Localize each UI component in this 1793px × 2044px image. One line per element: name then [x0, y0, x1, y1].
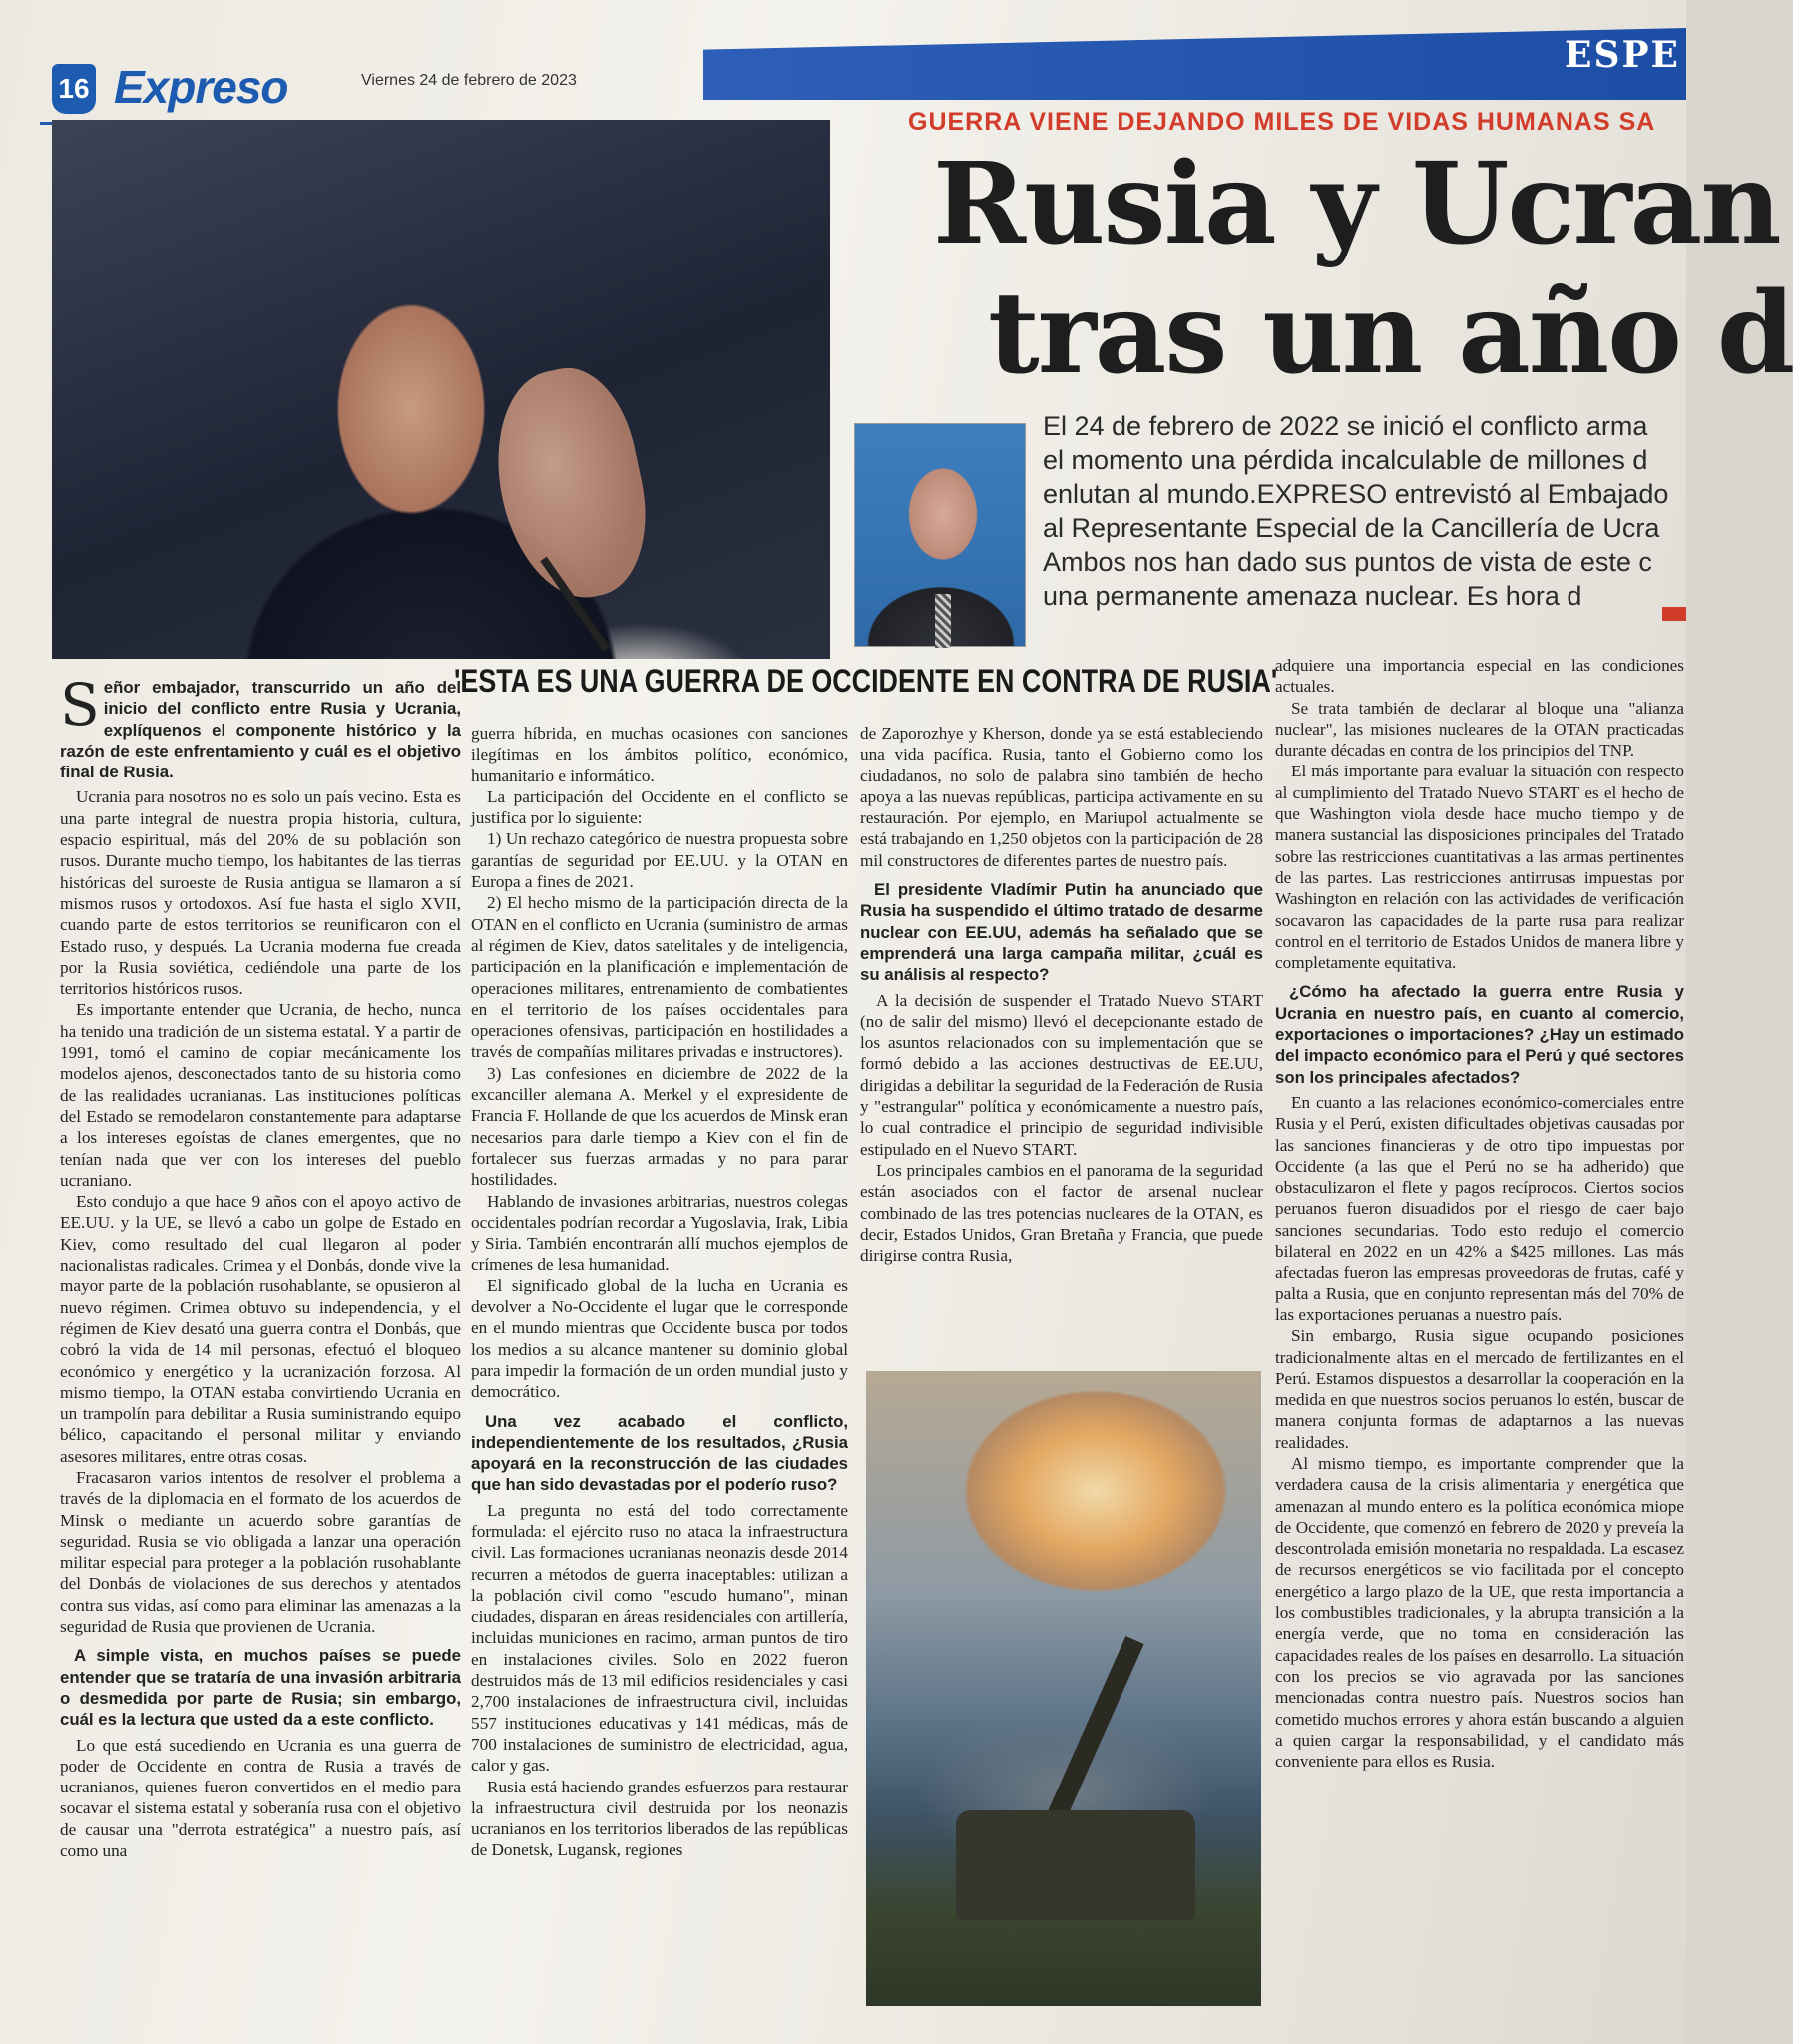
paragraph: Fracasaron varios intentos de resolver el problema a través de la diplomacia en el formato de los acuerdos de Minsk o mediante un acuerdo sobre garantías de seguridad. Rusia se vio obligada a lanzar una operación militar especial para proteger a la población rusohablante del Donbás de violaciones de sus derechos y atentados contra sus vidas, así como para eliminar las amenazas a la seguridad de Rusia que provienen de Ucrania.	[60, 1467, 461, 1637]
interview-question: A simple vista, en muchos países se puede entender que se trataría de una invasión arbitraria o desmedida por parte de Rusia; sin embargo, cuál es la lectura que usted da a este conflicto.	[60, 1646, 461, 1730]
paragraph: de Zaporozhye y Kherson, donde ya se está estableciendo una vida pacífica. Rusia, tanto el Gobierno como los ciudadanos, no solo de palabra sino también de hecho apoya a las nuevas repúblicas, participa activamente en su restauración. Por ejemplo, en Mariupol actualmente se está trabajando en 1,250 objetos con la participación de 28 mil constructores de diferentes partes de nuestro país.	[860, 724, 1263, 870]
lead-line: una permanente amenaza nuclear. Es hora d	[1043, 581, 1582, 611]
article-column-2	[471, 723, 848, 2008]
paragraph: Los principales cambios en el panorama de la seguridad están asociados con el factor de arsenal nuclear combinado de las tres potencias nucleares de la OTAN, es decir, Estados Unidos, Gran Bretaña y Francia, que puede dirigirse contra Rusia,	[860, 1160, 1263, 1266]
article-column-3	[860, 723, 1263, 1361]
paragraph: guerra híbrida, en muchas ocasiones con sanciones ilegítimas en los ámbitos político, económico, humanitario e informático.	[471, 724, 848, 785]
headline-line-1: Rusia y Ucran	[933, 139, 1780, 269]
paragraph: adquiere una importancia especial en las condiciones actuales.	[1275, 656, 1684, 697]
article-kicker: GUERRA VIENE DEJANDO MILES DE VIDAS HUMANAS SA	[908, 108, 1656, 136]
paragraph: 1) Un rechazo categórico de nuestra propuesta sobre garantías de seguridad por EE.UU. y la OTAN en Europa a fines de 2021.	[471, 829, 848, 892]
interview-question: Una vez acabado el conflicto, independientemente de los resultados, ¿Rusia apoyará en la reconstrucción de las ciudades que han sido devastadas por el poderío ruso?	[471, 1411, 848, 1495]
interview-question: ¿Cómo ha afectado la guerra entre Rusia y Ucrania en nuestro país, en cuanto al comercio, exportaciones o importaciones? ¿Hay un estimado del impacto económico para el Perú y qué sectores son los principales afectados?	[1275, 982, 1684, 1087]
paragraph: Hablando de invasiones arbitrarias, nuestros colegas occidentales podrían recordar a Yugoslavia, Irak, Libia y Siria. También encontrarán allí muchos ejemplos de crímenes de lesa humanidad.	[471, 1191, 848, 1275]
question-text: eñor embajador, transcurrido un año del inicio del conflicto entre Rusia y Ucrania, explíquenos el componente histórico y la razón de este enfrentamiento y cuál es el objetivo final de Rusia.	[60, 678, 461, 782]
article-headline	[933, 139, 1793, 399]
pull-quote: 'ESTA ES UNA GUERRA DE OCCIDENTE EN CONTRA DE RUSIA'	[454, 663, 1278, 699]
photo-tie-shape	[935, 594, 951, 648]
paragraph: Al mismo tiempo, es importante comprender que la verdadera causa de la crisis alimentaria y energética que amenazan al mundo entero es la política económica miope de Occidente, que comenzó en febrero de 2020 y preveía la descontrolada emisión monetaria no respaldada. La escasez de recursos energéticos se vio facilitada por el concepto energético a largo plazo de la UE, que resta importancia a los combustibles tradicionales, y la abrupta transición a la energía verde, que no toma en consideración las capacidades reales de los países en desarrollo. La situación con los precios se vio agravada por las sanciones mencionadas contra nuestro país. Nuestros socios han cometido muchos errores y ahora están buscando a alguien a quien cargar la responsabilidad, y el candidato más conveniente para ellos es Rusia.	[1275, 1453, 1684, 1772]
continue-arrow-icon	[1662, 607, 1686, 621]
paragraph: En cuanto a las relaciones económico-comerciales entre Rusia y el Perú, existen dificultades objetivas causadas por las sanciones financieras y de otro tipo impuestas por Occidente (a las que el Perú no se ha adherido) que obstaculizaron el flete y pagos recíprocos. Ciertos socios peruanos fueron disuadidos por el riesgo de caer bajo sanciones secundarias. Todo esto redujo el comercio bilateral en 2022 en un 42% a $425 millones. Las más afectadas fueron las empresas proveedoras de frutas, café y palta a Rusia, que en conjunto representan más del 70% de las exportaciones peruanas a nuestro país.	[1275, 1092, 1684, 1324]
interview-question	[60, 671, 461, 782]
drop-cap: S	[60, 671, 100, 739]
photo-artillery	[866, 1371, 1261, 2006]
photo-ambassador	[854, 423, 1026, 647]
paragraph: El significado global de la lucha en Ucrania es devolver a No-Occidente el lugar que le corresponde en el mundo mientras que Occidente busca por todos los medios a su alcance mantener su dominio global para impedir la formación de un orden mundial justo y democrático.	[471, 1276, 848, 1402]
page-number: 16	[52, 64, 96, 114]
interview-question: El presidente Vladímir Putin ha anunciado que Rusia ha suspendido el último tratado de desarme nuclear con EE.UU, además ha señalado que se emprenderá una larga campaña militar, ¿cuál es su análisis al respecto?	[860, 880, 1263, 985]
paragraph: 2) El hecho mismo de la participación directa de la OTAN en el conflicto en Ucrania (suministro de armas al régimen de Kiev, datos satelitales y de inteligencia, participación en la planificación e implementación de operaciones militares, entrenamiento de combatientes en el territorio de los países occidentales para operaciones ofensivas, participación en hostilidades a través de compañías militares privadas e instructores).	[471, 893, 848, 1062]
lead-line: el momento una pérdida incalculable de millones d	[1043, 445, 1648, 475]
paragraph: El más importante para evaluar la situación con respecto al cumplimiento del Tratado Nuevo START es el hecho de que Washington viola desde hace mucho tiempo y de manera sustancial las disposiciones principales del Tratado sobre las restricciones cuantitativas a las armas pertinentes de las partes. Las restricciones antirrusas impuestas por Washington en relación con las actividades de verificación socavaron las capacidades de la parte rusa para realizar control en el territorio de Estados Unidos de manera libre y completamente equitativa.	[1275, 762, 1684, 973]
paragraph: Ucrania para nosotros no es solo un país vecino. Esta es una parte integral de nuestra propia historia, cultura, espacio espiritual, más del 20% de su población son rusos. Durante mucho tiempo, los habitantes de las tierras históricas del suroeste de Rusia antigua se llamaron a sí mismos rusos y ortodoxos. Así fue hasta el siglo XVII, cuando parte de estos territorios se reunificaron con el Estado ruso, y después. La Ucrania moderna fue creada por la Rusia soviética, cediéndole una parte de los territorios históricos rusos.	[60, 787, 461, 999]
lead-line: al Representante Especial de la Cancillería de Ucra	[1043, 513, 1660, 543]
paragraph: Se trata también de declarar al bloque una "alianza nuclear", las misiones nucleares de la OTAN practicadas durante décadas en contra de los principios del TNP.	[1275, 698, 1684, 761]
lead-line: El 24 de febrero de 2022 se inició el conflicto arma	[1043, 411, 1648, 441]
lead-line: Ambos nos han dado sus puntos de vista de este c	[1043, 547, 1652, 577]
photo-vehicle-shape	[956, 1810, 1195, 1920]
photo-hand-shape	[479, 357, 664, 611]
newspaper-brand: Expreso	[114, 61, 288, 113]
paragraph: A la decisión de suspender el Tratado Nuevo START (no de salir del mismo) llevó el decepcionante estado de los asuntos relacionados con su implementación que se formó debido a las acciones destructivas de EE.UU, dirigidas a debilitar la seguridad de la Federación de Rusia y "estrangular" política y económicamente a nuestro país, lo cual contradice el principio de seguridad indivisible estipulado en el Nuevo START.	[860, 990, 1263, 1159]
headline-line-2: tras un año d	[988, 268, 1793, 399]
section-label: ESPE	[1565, 34, 1680, 76]
paragraph: Esto condujo a que hace 9 años con el apoyo activo de EE.UU. y la UE, se llevó a cabo un golpe de Estado en Kiev, como resultado del cual llegaron al poder nacionalistas radicales. Crimea y el Donbás, donde vive la mayor parte de la población rusohablante, se opusieron al nuevo régimen. Crimea obtuvo su independencia, y el régimen de Kiev desató una guerra contra el Donbás, que cobró la vida de 14 mil personas, efectuó el bloqueo económico y energético y la ucranización forzosa. Al mismo tiempo, la OTAN estaba convirtiendo Ucrania en un trampolín para debilitar a Rusia suministrando equipo bélico, capacitando el personal militar y enviando asesores militares, entre otras cosas.	[60, 1192, 461, 1466]
lead-line: enlutan al mundo.EXPRESO entrevistó al Embajado	[1043, 479, 1669, 509]
paragraph: Rusia está haciendo grandes esfuerzos para restaurar la infraestructura civil destruida por los neonazis ucranianos en los territorios liberados de las repúblicas de Donetsk, Lugansk, regiones	[471, 1777, 848, 1860]
article-column-4	[1275, 655, 1684, 2010]
paragraph: La pregunta no está del todo correctamente formulada: el ejército ruso no ataca la infraestructura civil. Las formaciones ucranianas neonazis desde 2014 recurren a métodos de guerra inaceptables: utilizan a la población civil como "escudo humano", minan ciudades, disparan en áreas residenciales con artillería, incluidas municiones en racimo, arman puntos de tiro en instalaciones civiles. Solo en 2022 fueron destruidos más de 13 mil edificios residenciales y casi 2,700 instalaciones de infraestructura civil, incluidas 557 instituciones educativas y 141 médicas, más de 700 instalaciones de suministro de electricidad, agua, calor y gas.	[471, 1500, 848, 1776]
issue-date: Viernes 24 de febrero de 2023	[361, 72, 577, 89]
paragraph: La participación del Occidente en el conflicto se justifica por lo siguiente:	[471, 786, 848, 828]
paragraph: Sin embargo, Rusia sigue ocupando posiciones tradicionalmente altas en el mercado de fertilizantes en el Perú. Estamos dispuestos a desarrollar la cooperación en la medida en que nuestros socios peruanos lo estén, buscar de manera conjunta formas de adaptarnos a las nuevas realidades.	[1275, 1326, 1684, 1452]
article-column-1	[60, 671, 461, 2008]
section-banner	[703, 28, 1686, 100]
paragraph: Lo que está sucediendo en Ucrania es una guerra de poder de Occidente en contra de Rusia a través de ucranianos, quienes fueron convertidos en el medio para socavar el sistema estatal y soberanía rusa con el objetivo de causar una "derrota estratégica" a nuestro país, así como una	[60, 1735, 461, 1861]
paragraph: Es importante entender que Ucrania, de hecho, nunca ha tenido una tradición de un sistema estatal. Y a partir de 1991, tomó el camino de copiar mecánicamente los modelos ajenos, desconectados tanto de su historia como de las realidades ucranianas. Las instituciones políticas del Estado se remodelaron constantemente para adaptarse a los intereses egoístas de clanes emergentes, que no tenían nada que ver con los intereses del pueblo ucraniano.	[60, 1000, 461, 1190]
paragraph: 3) Las confesiones en diciembre de 2022 de la excanciller alemana A. Merkel y el expresidente de Francia F. Hollande de que los acuerdos de Minsk eran necesarios para darle tiempo a Kiev con el fin de fortalecer sus fuerzas armadas y no para parar hostilidades.	[471, 1063, 848, 1190]
photo-putin	[52, 120, 830, 659]
article-lead	[1043, 409, 1691, 613]
